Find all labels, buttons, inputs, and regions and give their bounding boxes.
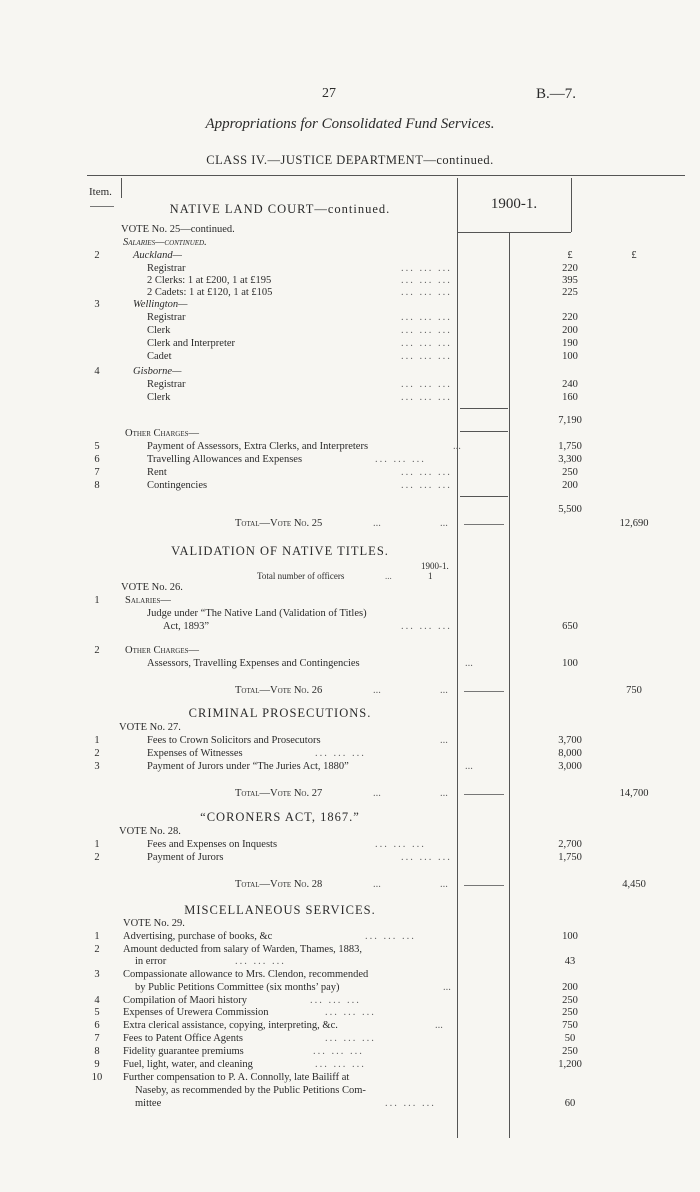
- leader-dots: ... ... ...: [401, 621, 452, 632]
- item-number: 8: [94, 480, 100, 491]
- row-label: Fidelity guarantee premiums: [123, 1046, 244, 1057]
- vote-total: 4,450: [622, 879, 646, 890]
- page-title: Appropriations for Consolidated Fund Services.: [205, 116, 495, 132]
- table-row: [85, 391, 685, 404]
- district-label: Gisborne—: [133, 366, 182, 377]
- total-label: Total—Vote No. 26: [235, 685, 323, 696]
- row-label: Fees to Patent Office Agents: [123, 1033, 243, 1044]
- leader-dots: ...: [443, 982, 451, 993]
- leader-dots: ...: [373, 879, 381, 890]
- table-row: [85, 1019, 685, 1032]
- leader-dots: ... ... ...: [401, 852, 452, 863]
- row-amount: 3,000: [558, 761, 582, 772]
- salaries-label: Salaries—continued.: [123, 237, 207, 248]
- leader-dots: ... ... ...: [401, 275, 452, 286]
- leader-dots: ...: [440, 518, 448, 529]
- table-row: [85, 466, 685, 479]
- row-amount: 190: [562, 338, 578, 349]
- table-row: [85, 851, 685, 864]
- vote-label: VOTE No. 25—continued.: [121, 224, 235, 235]
- section-title-misc: MISCELLANEOUS SERVICES.: [184, 903, 376, 917]
- other-charges-heading: [85, 644, 685, 657]
- item-number: 3: [94, 761, 100, 772]
- section-title-native-land-court: NATIVE LAND COURT—continued.: [169, 202, 391, 216]
- currency-symbol: £: [567, 250, 573, 261]
- district-label: Wellington—: [133, 299, 188, 310]
- item-number: 1: [94, 931, 100, 942]
- row-amount: 200: [562, 325, 578, 336]
- row-amount: 750: [562, 1020, 578, 1031]
- row-amount: 8,000: [558, 748, 582, 759]
- leader-dots: ... ... ...: [401, 467, 452, 478]
- row-label: Expenses of Urewera Commission: [123, 1007, 269, 1018]
- item-number: 2: [94, 944, 100, 955]
- row-label: Clerk: [147, 392, 171, 403]
- vote-heading: [85, 917, 685, 930]
- item-number: 1: [94, 839, 100, 850]
- leader-dots: ... ... ...: [401, 392, 452, 403]
- leader-dots: ...: [465, 761, 473, 772]
- salaries-heading: [85, 594, 685, 607]
- table-row: [85, 378, 685, 391]
- leader-dots: ...: [440, 788, 448, 799]
- leader-dots: ... ... ...: [365, 931, 416, 942]
- row-label: Amount deducted from salary of Warden, Thames, 1883,: [123, 944, 363, 955]
- item-number: 4: [94, 995, 100, 1006]
- row-amount: 50: [564, 1033, 576, 1044]
- other-charges-label: Other Charges—: [125, 645, 199, 656]
- leader-dots: ... ... ...: [315, 1059, 366, 1070]
- table-row: [85, 968, 685, 981]
- leader-dots: ...: [453, 441, 461, 452]
- leader-dots: ...: [373, 685, 381, 696]
- leader-dots: ...: [440, 879, 448, 890]
- table-row: [85, 955, 685, 968]
- district-label: Auckland—: [133, 250, 182, 261]
- document-reference: B.—7.: [536, 86, 577, 102]
- row-label: Compassionate allowance to Mrs. Clendon, recommended: [123, 969, 369, 980]
- vote-total: 750: [626, 685, 642, 696]
- row-amount: 1,200: [558, 1059, 582, 1070]
- leader-dots: ... ... ...: [401, 287, 452, 298]
- row-label: Fees and Expenses on Inquests: [147, 839, 278, 850]
- row-label-continued: Naseby, as recommended by the Public Petitions Com-: [135, 1085, 366, 1096]
- leader-dots: ... ... ...: [401, 338, 452, 349]
- subtotal-row: [85, 414, 685, 427]
- other-charges-label: Other Charges—: [125, 428, 199, 439]
- row-label: Travelling Allowances and Expenses: [147, 454, 303, 465]
- table-row: [85, 1084, 685, 1097]
- table-row: [85, 760, 685, 773]
- table-row: [85, 324, 685, 337]
- row-label: Registrar: [147, 263, 186, 274]
- page-number: 27: [322, 86, 336, 101]
- table-row: [85, 453, 685, 466]
- row-amount: 250: [562, 995, 578, 1006]
- salaries-subtotal: 7,190: [558, 415, 582, 426]
- table-row: [85, 337, 685, 350]
- leader-dots: ... ... ...: [401, 379, 452, 390]
- vote-label: VOTE No. 27.: [119, 722, 181, 733]
- row-amount: 3,300: [558, 454, 582, 465]
- row-label: 2 Clerks: 1 at £200, 1 at £195: [147, 275, 272, 286]
- item-number: 5: [94, 1007, 100, 1018]
- officers-year: 1900-1.: [421, 561, 449, 571]
- row-label-continued: by Public Petitions Committee (six months’ pay): [135, 982, 340, 993]
- row-label-continued: in error: [135, 956, 167, 967]
- total-row: [85, 878, 685, 891]
- table-row: [85, 1058, 685, 1071]
- row-amount: 200: [562, 480, 578, 491]
- item-number: 2: [94, 250, 100, 261]
- leader-dots: ...: [440, 685, 448, 696]
- total-row: [85, 787, 685, 800]
- vote-total: 12,690: [619, 518, 649, 529]
- row-amount: 225: [562, 287, 578, 298]
- leader-dots: ... ... ...: [401, 351, 452, 362]
- section-title-validation: VALIDATION OF NATIVE TITLES.: [171, 544, 389, 558]
- item-number: 1: [94, 595, 100, 606]
- leader-dots: ...: [435, 1020, 443, 1031]
- table-row: [85, 1097, 685, 1110]
- leader-dots: ... ... ...: [385, 1098, 436, 1109]
- row-amount: 250: [562, 1007, 578, 1018]
- item-number: 6: [94, 454, 100, 465]
- table-row: [85, 657, 685, 670]
- row-amount: 2,700: [558, 839, 582, 850]
- item-number: 6: [94, 1020, 100, 1031]
- item-number: 2: [94, 645, 100, 656]
- row-label: Further compensation to P. A. Connolly, late Bailiff at: [123, 1072, 350, 1083]
- row-label: Extra clerical assistance, copying, interpreting, &c.: [123, 1020, 338, 1031]
- total-label: Total—Vote No. 25: [235, 518, 323, 529]
- row-amount: 395: [562, 275, 578, 286]
- leader-dots: ... ... ...: [325, 1033, 376, 1044]
- leader-dots: ... ... ...: [401, 480, 452, 491]
- subtotal-rule: [460, 496, 508, 497]
- row-label: Payment of Jurors: [147, 852, 224, 863]
- leader-dots: ... ... ...: [375, 454, 426, 465]
- row-amount: 250: [562, 467, 578, 478]
- wellington-heading: [85, 298, 685, 311]
- section-title-coroners: “CORONERS ACT, 1867.”: [200, 810, 360, 824]
- vote-total: 14,700: [619, 788, 649, 799]
- row-amount: 200: [562, 982, 578, 993]
- leader-dots: ...: [373, 518, 381, 529]
- vote-label: VOTE No. 29.: [123, 918, 185, 929]
- item-number: 5: [94, 441, 100, 452]
- total-row: [85, 517, 685, 530]
- item-number: 4: [94, 366, 100, 377]
- table-row: [85, 440, 685, 453]
- vote-heading: [85, 825, 685, 838]
- row-label: Rent: [147, 467, 167, 478]
- leader-dots: ... ... ...: [313, 1046, 364, 1057]
- table-row: [85, 479, 685, 492]
- officers-label: Total number of officers: [257, 571, 345, 581]
- total-dash: [464, 885, 504, 886]
- row-amount: 100: [562, 658, 578, 669]
- vote-heading: [85, 721, 685, 734]
- salaries-label: Salaries—: [125, 595, 171, 606]
- total-dash: [464, 794, 504, 795]
- row-label-continued: mittee: [135, 1098, 162, 1109]
- row-amount: 650: [562, 621, 578, 632]
- item-number: 3: [94, 969, 100, 980]
- row-label: Advertising, purchase of books, &c: [123, 931, 273, 942]
- row-amount: 160: [562, 392, 578, 403]
- subtotal-rule: [460, 408, 508, 409]
- leader-dots: ... ... ...: [401, 312, 452, 323]
- row-amount: 43: [564, 956, 576, 967]
- row-amount: 60: [564, 1098, 576, 1109]
- leader-dots: ...: [440, 735, 448, 746]
- row-amount: 3,700: [558, 735, 582, 746]
- row-label: Fees to Crown Solicitors and Prosecutors: [147, 735, 321, 746]
- leader-dots: ...: [465, 658, 473, 669]
- row-amount: 250: [562, 1046, 578, 1057]
- row-label: Registrar: [147, 379, 186, 390]
- item-column-header: Item.: [89, 186, 112, 198]
- leader-dots: ... ... ...: [401, 325, 452, 336]
- row-label-continued: Act, 1893”: [163, 621, 210, 632]
- leader-dots: ...: [385, 571, 392, 581]
- item-number: 9: [94, 1059, 100, 1070]
- row-label: Compilation of Maori history: [123, 995, 247, 1006]
- row-amount: 1,750: [558, 441, 582, 452]
- row-label: Contingencies: [147, 480, 208, 491]
- table-row: [85, 1071, 685, 1084]
- leader-dots: ... ... ...: [375, 839, 426, 850]
- row-label: Judge under “The Native Land (Validation of Titles): [147, 608, 367, 619]
- leader-dots: ... ... ...: [310, 995, 361, 1006]
- other-charges-heading: [85, 427, 685, 440]
- row-label: Payment of Jurors under “The Juries Act, 1880”: [147, 761, 349, 772]
- leader-dots: ... ... ...: [235, 956, 286, 967]
- other-charges-subtotal: 5,500: [558, 504, 582, 515]
- table-row: [85, 981, 685, 994]
- currency-symbol: £: [631, 250, 637, 261]
- item-number: 10: [91, 1072, 103, 1083]
- table-top-rule: [87, 175, 685, 176]
- table-row: [85, 747, 685, 760]
- item-number: 1: [94, 735, 100, 746]
- row-amount: 220: [562, 312, 578, 323]
- row-amount: 100: [562, 931, 578, 942]
- table-row: [85, 620, 685, 633]
- leader-dots: ... ... ...: [325, 1007, 376, 1018]
- row-label: 2 Cadets: 1 at £120, 1 at £105: [147, 287, 273, 298]
- item-number: 7: [94, 1033, 100, 1044]
- table-row: [85, 838, 685, 851]
- row-label: Cadet: [147, 351, 172, 362]
- table-row: [85, 734, 685, 747]
- total-label: Total—Vote No. 27: [235, 788, 323, 799]
- row-label: Expenses of Witnesses: [147, 748, 243, 759]
- class-subtitle: CLASS IV.—JUSTICE DEPARTMENT—continued.: [206, 153, 494, 167]
- row-amount: 100: [562, 351, 578, 362]
- row-label: Clerk: [147, 325, 171, 336]
- auckland-heading: [85, 249, 685, 262]
- row-label: Payment of Assessors, Extra Clerks, and Interpreters: [147, 441, 369, 452]
- vote-heading: [85, 581, 685, 594]
- table-row: [85, 1045, 685, 1058]
- salaries-heading: [85, 236, 685, 249]
- item-number: 3: [94, 299, 100, 310]
- vote-label: VOTE No. 28.: [119, 826, 181, 837]
- gisborne-heading: [85, 365, 685, 378]
- total-dash: [464, 691, 504, 692]
- item-number: 2: [94, 852, 100, 863]
- leader-dots: ... ... ...: [401, 263, 452, 274]
- item-number: 7: [94, 467, 100, 478]
- row-amount: 240: [562, 379, 578, 390]
- table-row: [85, 1006, 685, 1019]
- table-row: [85, 930, 685, 943]
- officers-count: 1: [428, 571, 433, 581]
- total-dash: [464, 524, 504, 525]
- table-row: [85, 1032, 685, 1045]
- row-label: Fuel, light, water, and cleaning: [123, 1059, 253, 1070]
- row-label: Clerk and Interpreter: [147, 338, 236, 349]
- row-amount: 220: [562, 263, 578, 274]
- leader-dots: ... ... ...: [315, 748, 366, 759]
- subtotal-row: [85, 503, 685, 516]
- item-column-divider: [121, 178, 122, 198]
- year-column-header: 1900-1.: [490, 196, 538, 212]
- total-row: [85, 684, 685, 697]
- row-amount: 1,750: [558, 852, 582, 863]
- total-label: Total—Vote No. 28: [235, 879, 323, 890]
- vote-heading: [85, 223, 685, 236]
- row-label: Registrar: [147, 312, 186, 323]
- vote-label: VOTE No. 26.: [121, 582, 183, 593]
- section-title-criminal: CRIMINAL PROSECUTIONS.: [188, 706, 372, 720]
- leader-dots: ...: [373, 788, 381, 799]
- table-row: [85, 350, 685, 363]
- table-row: [85, 607, 685, 620]
- item-number: 2: [94, 748, 100, 759]
- table-row: [85, 311, 685, 324]
- row-label: Assessors, Travelling Expenses and Contingencies: [147, 658, 360, 669]
- item-number: 8: [94, 1046, 100, 1057]
